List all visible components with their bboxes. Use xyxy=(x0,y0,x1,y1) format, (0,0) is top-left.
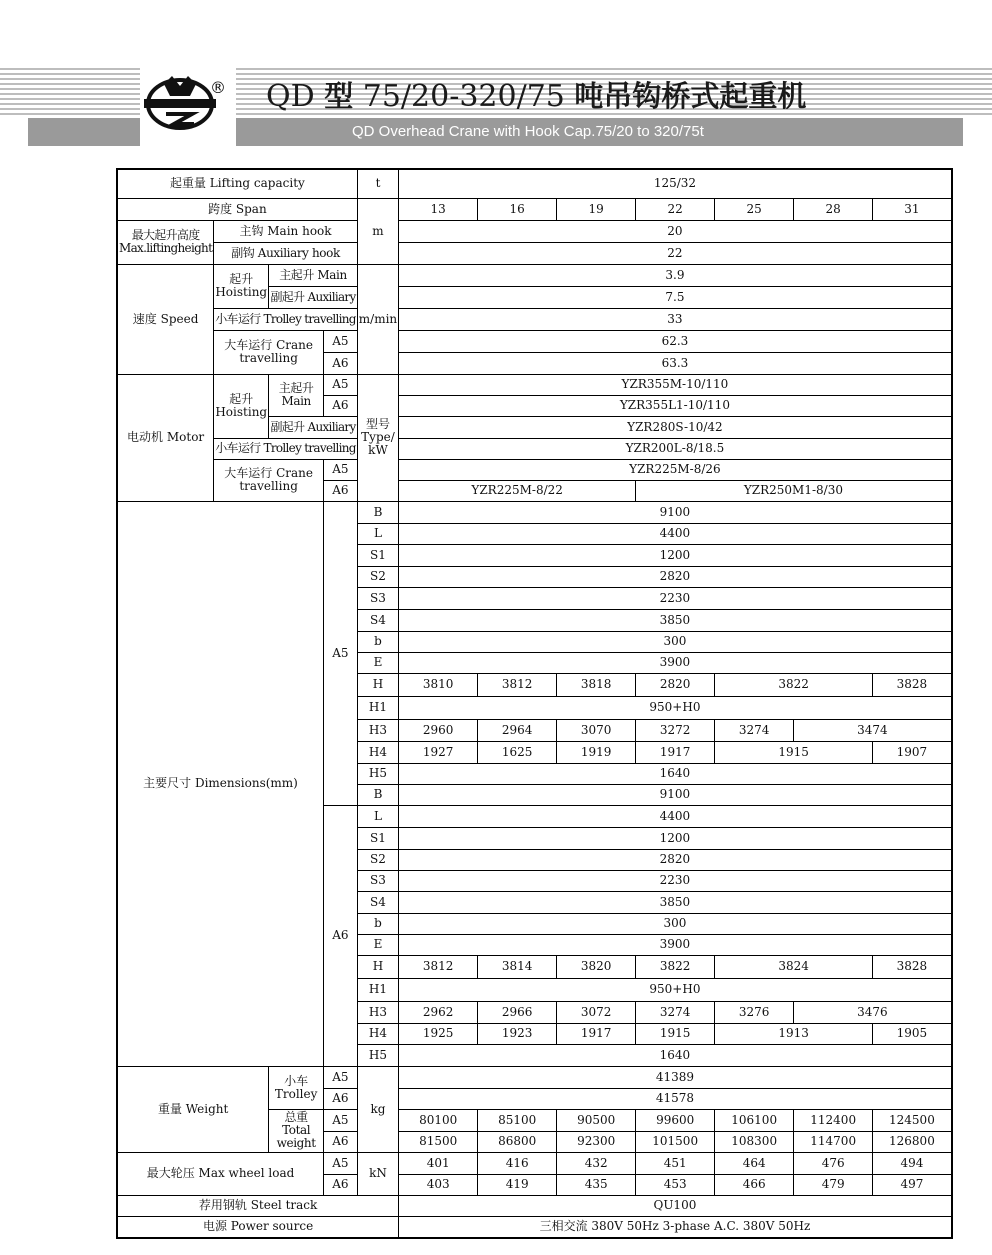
dim-value: 3824 xyxy=(715,955,873,978)
height-unit: m xyxy=(357,198,398,264)
table-row xyxy=(117,501,952,523)
dim-value: 2964 xyxy=(478,719,557,741)
table-row xyxy=(117,1195,952,1216)
dim-value: 1907 xyxy=(873,741,952,763)
subtitle-bar xyxy=(236,118,963,146)
duty-a6: A6 xyxy=(324,1174,358,1195)
dim-value: 1923 xyxy=(478,1023,557,1044)
duty-a6: A6 xyxy=(324,1088,358,1109)
dim-name-H4: H4 xyxy=(357,741,398,763)
speed-label: 速度 Speed xyxy=(117,264,214,374)
title-suffix: 吨吊钩桥式起重机 xyxy=(574,79,807,113)
table-row xyxy=(117,330,952,352)
dim-value: 3812 xyxy=(478,673,557,696)
dim-value: 2966 xyxy=(478,1001,557,1023)
duty-a5: A5 xyxy=(324,1152,358,1174)
dim-value: 1915 xyxy=(715,741,873,763)
dim-name-L: L xyxy=(357,805,398,827)
lifting-unit: t xyxy=(357,169,398,198)
speed-aux-label: 副起升 Auxiliary xyxy=(269,286,358,308)
value-cell: 80100 xyxy=(399,1109,478,1131)
dim-name-S1: S1 xyxy=(357,827,398,849)
table-row xyxy=(117,220,952,242)
table-row xyxy=(117,438,952,459)
dim-value: 300 xyxy=(399,631,952,652)
dim-value: 3850 xyxy=(399,891,952,913)
speed-unit: m/min xyxy=(357,264,398,374)
power-label: 电源 Power source xyxy=(117,1216,399,1238)
speed-crane-a6: 63.3 xyxy=(399,352,952,374)
duty-a6: A6 xyxy=(324,480,358,501)
dim-value: 2820 xyxy=(399,566,952,587)
dim-value: 3822 xyxy=(636,955,715,978)
value-cell: 453 xyxy=(636,1174,715,1195)
dim-value: 9100 xyxy=(399,501,952,523)
dim-value: 3900 xyxy=(399,652,952,673)
duty-a6: A6 xyxy=(324,352,358,374)
dim-value: 3900 xyxy=(399,934,952,955)
dim-name-H3: H3 xyxy=(357,1001,398,1023)
motor-trolley-label: 小车运行 Trolley travelling xyxy=(214,438,358,459)
dim-value: 9100 xyxy=(399,784,952,805)
span-label: 跨度 Span xyxy=(117,198,357,220)
duty-a6: A6 xyxy=(324,395,358,416)
duty-a5: A5 xyxy=(324,459,358,480)
value-cell: 86800 xyxy=(478,1131,557,1152)
dim-value: 950+H0 xyxy=(399,696,952,719)
dim-value: 3814 xyxy=(478,955,557,978)
duty-a5: A5 xyxy=(324,1066,358,1088)
dim-value: 3476 xyxy=(794,1001,952,1023)
span-value: 19 xyxy=(557,198,636,220)
dim-value: 2820 xyxy=(636,673,715,696)
motor-crane-a5: YZR225M-8/26 xyxy=(399,459,952,480)
table-row xyxy=(117,1152,952,1174)
dim-name-H1: H1 xyxy=(357,978,398,1001)
spec-table xyxy=(116,168,953,1239)
span-value: 28 xyxy=(794,198,873,220)
dim-name-S1: S1 xyxy=(357,544,398,566)
weight-trolley-a6: 41578 xyxy=(399,1088,952,1109)
dim-value: 1905 xyxy=(873,1023,952,1044)
dim-value: 4400 xyxy=(399,523,952,544)
dim-value: 1625 xyxy=(478,741,557,763)
dim-value: 300 xyxy=(399,913,952,934)
duty-a6: A6 xyxy=(324,805,358,1066)
motor-aux: YZR280S-10/42 xyxy=(399,416,952,438)
main-hook-height: 20 xyxy=(399,220,952,242)
lifting-value: 125/32 xyxy=(399,169,952,198)
weight-unit: kg xyxy=(357,1066,398,1152)
table-row xyxy=(117,169,952,198)
lifting-label: 起重量 Lifting capacity xyxy=(117,169,357,198)
table-row xyxy=(117,1216,952,1238)
dim-value: 3274 xyxy=(715,719,794,741)
dim-value: 1917 xyxy=(557,1023,636,1044)
table-row xyxy=(117,198,952,220)
main-hook-label: 主钩 Main hook xyxy=(214,220,358,242)
spec-sheet xyxy=(116,168,953,1239)
value-cell: 112400 xyxy=(794,1109,873,1131)
value-cell: 497 xyxy=(873,1174,952,1195)
motor-crane-a6-left: YZR225M-8/22 xyxy=(399,480,636,501)
table-row xyxy=(117,374,952,395)
dim-name-H5: H5 xyxy=(357,1044,398,1066)
power-value: 三相交流 380V 50Hz 3-phase A.C. 380V 50Hz xyxy=(399,1216,952,1238)
duty-a5: A5 xyxy=(324,501,358,805)
dim-value: 2820 xyxy=(399,849,952,870)
page-title xyxy=(266,74,806,115)
speed-main: 3.9 xyxy=(399,264,952,286)
dim-name-H: H xyxy=(357,955,398,978)
height-label: 最大起升高度 Max.liftingheight xyxy=(117,220,214,264)
value-cell: 464 xyxy=(715,1152,794,1174)
motor-main-a5: YZR355M-10/110 xyxy=(399,374,952,395)
wheel-label: 最大轮压 Max wheel load xyxy=(117,1152,324,1195)
dim-name-H1: H1 xyxy=(357,696,398,719)
span-value: 22 xyxy=(636,198,715,220)
dim-value: 1917 xyxy=(636,741,715,763)
speed-aux: 7.5 xyxy=(399,286,952,308)
subtitle-bar-left xyxy=(28,118,140,146)
motor-crane-label: 大车运行 Crane travelling xyxy=(214,459,324,501)
dim-value: 3070 xyxy=(557,719,636,741)
dim-value: 1200 xyxy=(399,544,952,566)
dim-value: 1927 xyxy=(399,741,478,763)
dim-value: 4400 xyxy=(399,805,952,827)
value-cell: 479 xyxy=(794,1174,873,1195)
dim-name-H5: H5 xyxy=(357,763,398,784)
dim-value: 1640 xyxy=(399,763,952,784)
dim-value: 2962 xyxy=(399,1001,478,1023)
title-type: 型 xyxy=(324,79,354,113)
dim-value: 2230 xyxy=(399,870,952,891)
speed-hoisting-label: 起升 Hoisting xyxy=(214,264,269,308)
dimensions-body xyxy=(117,501,952,1066)
track-label: 荐用钢轨 Steel track xyxy=(117,1195,399,1216)
table-row xyxy=(117,1066,952,1088)
duty-a5: A5 xyxy=(324,1109,358,1131)
weight-trolley-label: 小车 Trolley xyxy=(269,1066,324,1109)
dim-name-b: b xyxy=(357,631,398,652)
dim-name-B: B xyxy=(357,501,398,523)
value-cell: 106100 xyxy=(715,1109,794,1131)
duty-a5: A5 xyxy=(324,330,358,352)
value-cell: 85100 xyxy=(478,1109,557,1131)
value-cell: 435 xyxy=(557,1174,636,1195)
motor-label: 电动机 Motor xyxy=(117,374,214,501)
duty-a6: A6 xyxy=(324,1131,358,1152)
value-cell: 90500 xyxy=(557,1109,636,1131)
dim-name-H: H xyxy=(357,673,398,696)
speed-trolley-label: 小车运行 Trolley travelling xyxy=(214,308,358,330)
value-cell: 419 xyxy=(478,1174,557,1195)
value-cell: 416 xyxy=(478,1152,557,1174)
dim-name-S3: S3 xyxy=(357,870,398,891)
value-cell: 451 xyxy=(636,1152,715,1174)
dim-name-L: L xyxy=(357,523,398,544)
dim-value: 3810 xyxy=(399,673,478,696)
dim-value: 3820 xyxy=(557,955,636,978)
dim-value: 3272 xyxy=(636,719,715,741)
title-prefix: QD xyxy=(266,79,325,114)
dim-name-S3: S3 xyxy=(357,587,398,609)
speed-crane-label: 大车运行 Crane travelling xyxy=(214,330,324,374)
dim-value: 3828 xyxy=(873,955,952,978)
dim-value: 1925 xyxy=(399,1023,478,1044)
wheel-unit: kN xyxy=(357,1152,398,1195)
dim-name-S2: S2 xyxy=(357,566,398,587)
brand-logo xyxy=(140,62,236,154)
dim-value: 950+H0 xyxy=(399,978,952,1001)
dim-value: 1915 xyxy=(636,1023,715,1044)
weight-trolley-a5: 41389 xyxy=(399,1066,952,1088)
motor-crane-a6-right: YZR250M1-8/30 xyxy=(636,480,952,501)
motor-unit: 型号 Type/ kW xyxy=(357,374,398,501)
dim-name-b: b xyxy=(357,913,398,934)
value-cell: 124500 xyxy=(873,1109,952,1131)
dim-value: 3828 xyxy=(873,673,952,696)
dim-value: 3812 xyxy=(399,955,478,978)
dim-name-H3: H3 xyxy=(357,719,398,741)
value-cell: 81500 xyxy=(399,1131,478,1152)
crane-logo-icon xyxy=(140,62,236,154)
value-cell: 466 xyxy=(715,1174,794,1195)
title-range: 75/20-320/75 xyxy=(353,79,575,114)
dim-value: 3822 xyxy=(715,673,873,696)
value-cell: 114700 xyxy=(794,1131,873,1152)
span-value: 16 xyxy=(478,198,557,220)
motor-hoisting-label: 起升 Hoisting xyxy=(214,374,269,438)
motor-trolley: YZR200L-8/18.5 xyxy=(399,438,952,459)
value-cell: 494 xyxy=(873,1152,952,1174)
value-cell: 126800 xyxy=(873,1131,952,1152)
dimensions-label: 主要尺寸 Dimensions(mm) xyxy=(117,501,324,1066)
speed-main-label: 主起升 Main xyxy=(269,264,358,286)
dim-value: 3276 xyxy=(715,1001,794,1023)
value-cell: 101500 xyxy=(636,1131,715,1152)
dim-value: 1640 xyxy=(399,1044,952,1066)
table-row xyxy=(117,308,952,330)
dim-value: 3850 xyxy=(399,609,952,631)
value-cell: 432 xyxy=(557,1152,636,1174)
span-value: 31 xyxy=(873,198,952,220)
dim-name-B: B xyxy=(357,784,398,805)
motor-aux-label: 副起升 Auxiliary xyxy=(269,416,358,438)
value-cell: 99600 xyxy=(636,1109,715,1131)
dim-name-E: E xyxy=(357,652,398,673)
dim-value: 2230 xyxy=(399,587,952,609)
dim-value: 1200 xyxy=(399,827,952,849)
speed-trolley: 33 xyxy=(399,308,952,330)
motor-main-label: 主起升 Main xyxy=(269,374,324,416)
dim-name-S4: S4 xyxy=(357,891,398,913)
dim-value: 1913 xyxy=(715,1023,873,1044)
speed-crane-a5: 62.3 xyxy=(399,330,952,352)
dim-name-H4: H4 xyxy=(357,1023,398,1044)
duty-a5: A5 xyxy=(324,374,358,395)
aux-hook-label: 副钩 Auxiliary hook xyxy=(214,242,358,264)
aux-hook-height: 22 xyxy=(399,242,952,264)
tail-body xyxy=(117,1066,952,1238)
value-cell: 108300 xyxy=(715,1131,794,1152)
value-cell: 476 xyxy=(794,1152,873,1174)
value-cell: 401 xyxy=(399,1152,478,1174)
dim-name-S2: S2 xyxy=(357,849,398,870)
dim-value: 3818 xyxy=(557,673,636,696)
weight-label: 重量 Weight xyxy=(117,1066,269,1152)
dim-name-E: E xyxy=(357,934,398,955)
table-row xyxy=(117,264,952,286)
dim-value: 2960 xyxy=(399,719,478,741)
registered-mark: ® xyxy=(210,78,226,97)
dim-value: 3274 xyxy=(636,1001,715,1023)
dim-value: 3474 xyxy=(794,719,952,741)
value-cell: 92300 xyxy=(557,1131,636,1152)
motor-main-a6: YZR355L1-10/110 xyxy=(399,395,952,416)
span-value: 25 xyxy=(715,198,794,220)
table-row xyxy=(117,459,952,480)
track-value: QU100 xyxy=(399,1195,952,1216)
span-value: 13 xyxy=(399,198,478,220)
dim-value: 3072 xyxy=(557,1001,636,1023)
weight-total-label: 总重 Total weight xyxy=(269,1109,324,1152)
table-row xyxy=(117,242,952,264)
value-cell: 403 xyxy=(399,1174,478,1195)
page-subtitle: QD Overhead Crane with Hook Cap.75/20 to 320/75t xyxy=(352,123,704,140)
dim-name-S4: S4 xyxy=(357,609,398,631)
dim-value: 1919 xyxy=(557,741,636,763)
